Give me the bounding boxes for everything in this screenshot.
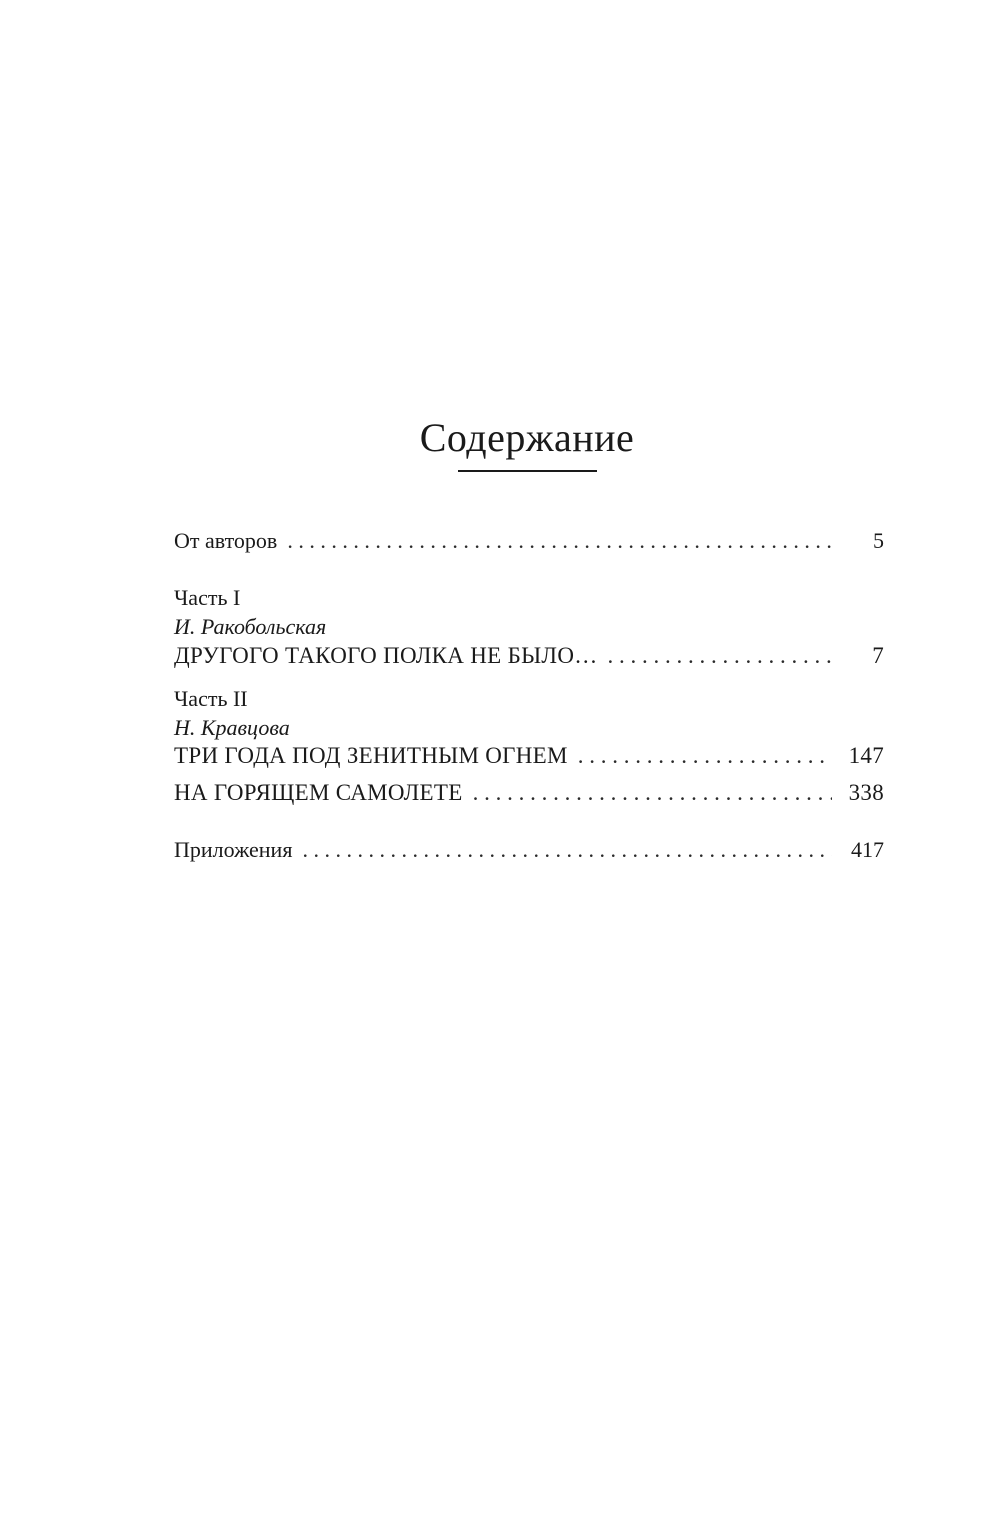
page-title: Содержание xyxy=(419,415,635,460)
toc-entry-preface[interactable] xyxy=(174,527,884,555)
toc-entry-part2-work-2[interactable] xyxy=(174,779,884,807)
dot-leader xyxy=(578,742,832,770)
toc-entry-title: От авторов xyxy=(174,528,278,553)
dot-leader xyxy=(608,642,832,670)
toc-entry-title: ТРИ ГОДА ПОД ЗЕНИТНЫМ ОГНЕМ xyxy=(174,743,568,768)
toc-entry-title: Приложения xyxy=(174,837,293,862)
part-author: Н. Кравцова xyxy=(174,715,290,740)
toc-page-number: 338 xyxy=(848,780,884,805)
part-author: И. Ракобольская xyxy=(174,614,327,639)
toc-entry-appendix[interactable] xyxy=(174,836,884,864)
toc-page-number: 417 xyxy=(851,837,884,862)
dot-leader xyxy=(473,779,832,807)
part-label: Часть II xyxy=(174,686,248,711)
toc-entry-title: НА ГОРЯЩЕМ САМОЛЕТЕ xyxy=(174,780,463,805)
toc-entry-part2-work-1[interactable] xyxy=(174,742,884,770)
part-label: Часть I xyxy=(174,585,241,610)
dot-leader xyxy=(302,836,832,864)
toc-entry-title: ДРУГОГО ТАКОГО ПОЛКА НЕ БЫЛО… xyxy=(174,643,598,668)
dot-leader xyxy=(287,527,832,555)
toc-entry-part1-work[interactable] xyxy=(174,642,884,670)
toc-page-number: 5 xyxy=(873,528,884,553)
title-underline xyxy=(458,470,597,472)
toc-page-number: 147 xyxy=(848,743,884,768)
toc-page-number: 7 xyxy=(872,643,884,668)
